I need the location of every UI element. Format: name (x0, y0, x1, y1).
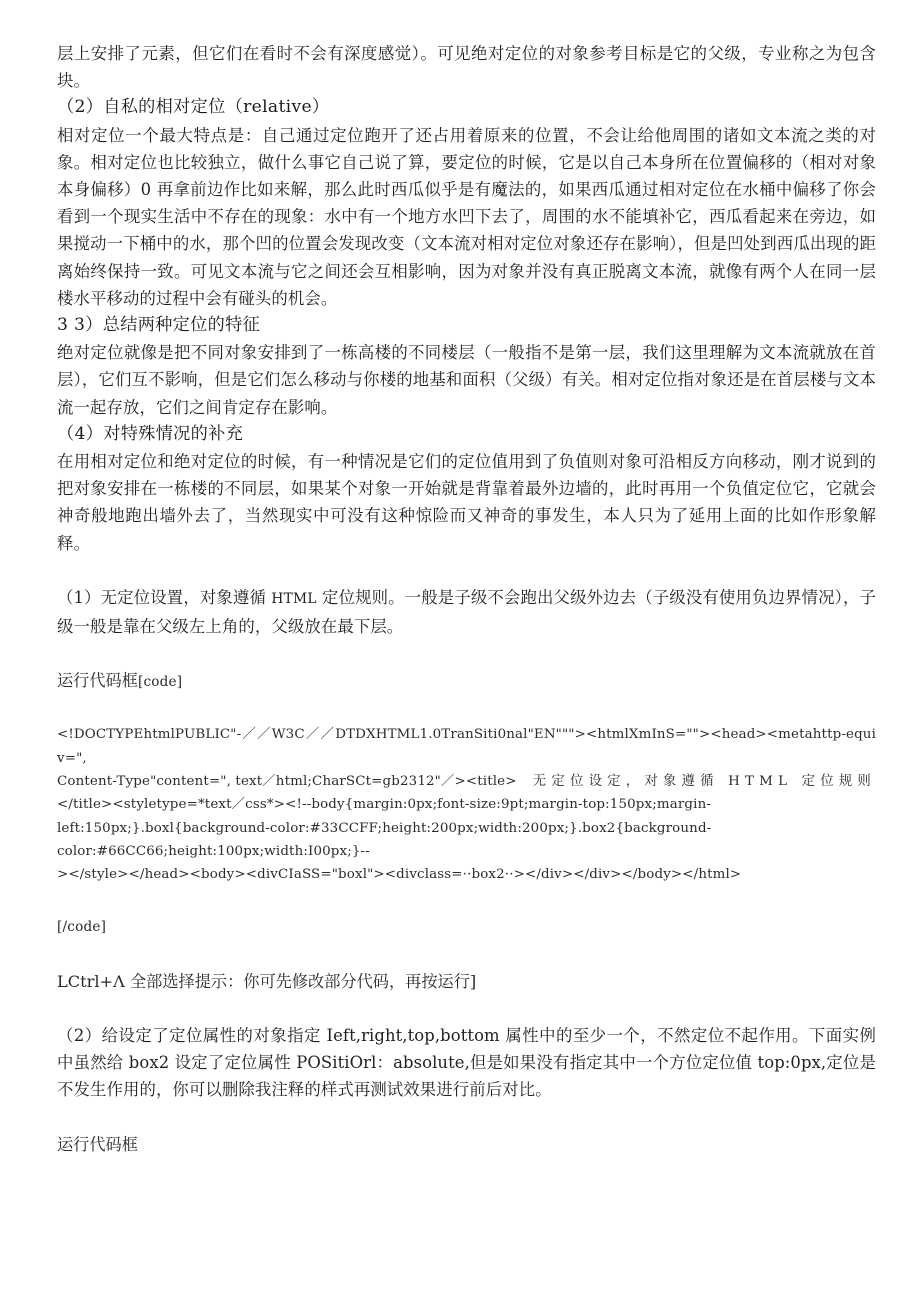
paragraph-relative-positioning: 相对定位一个最大特点是：自己通过定位跑开了还占用着原来的位置，不会让给他周围的诸如文本流之类的对象。相对定位也比较独立，做什么事它自己说了算，要定位的时候，它是以自己本身所在位置偏移的（相对对象本身偏移）0 再拿前边作比如来解，那么此时西瓜似乎是有魔法的，如果西瓜通过相对定位在水桶中偏移了你会看到一个现实生活中不存在的现象：水中有一个地方水凹下去了，周围的水不能填补它，西瓜看起来在旁边，如果搅动一下桶中的水，那个凹的位置会发现改变（文本流对相对定位对象还存在影响），但是凹处到西瓜出现的距离始终保持一致。可见文本流与它之间还会互相影响，因为对象并没有真正脱离文本流，就像有两个人在同一层楼水平移动的过程中会有碰头的机会。 (57, 125, 876, 308)
run-code-box-label-1 (57, 667, 876, 696)
paragraph-summary-two-positioning: 绝对定位就像是把不同对象安排到了一栋高楼的不同楼层（一般指不是第一层，我们这里理解为文本流就放在首层），它们互不影响，但是它们怎么移动与你楼的地基和面积（父级）有关。相对定位指对象还是在首层楼与文本流一起存放，它们之间肯定存在影响。 (57, 343, 876, 417)
code-title-open: Content-Type"content=", text／html;CharSCt=gb2312"／><title> (57, 774, 517, 790)
spacer (57, 696, 876, 723)
document-body (57, 40, 876, 1158)
heading-summary-two-positioning: 3 3）总结两种定位的特征 (57, 315, 261, 336)
heading-special-cases: （4）对特殊情况的补充 (57, 423, 244, 444)
spacer (57, 995, 876, 1022)
code-block (57, 723, 876, 886)
code-line: ></style></head><body><divCIaSS="boxl"><divclass=··box2··></div></div></body></html> (57, 867, 742, 883)
paragraph-continuation: 层上安排了元素，但它们在看时不会有深度感觉）。可见绝对定位的对象参考目标是它的父级，专业称之为包含块。 (57, 44, 876, 91)
spacer (57, 640, 876, 667)
spacer (57, 941, 876, 968)
paragraph-no-positioning-rule (57, 584, 876, 640)
code-close-tag: [/code] (57, 918, 107, 935)
paragraph-suffix: 定位规则。一般是子级不会跑出父级外边去（子级没有使用负边界情况），子级一般是靠在父级左上角的，父级放在最下层。 (57, 587, 876, 637)
code-line-title (57, 770, 876, 793)
code-line: </title><styletype=*text／css*><!--body{margin:0px;font-size:9pt;margin-top:150px;margin- (57, 797, 712, 813)
html-keyword: HTML (271, 590, 317, 607)
run-code-box-text: 运行代码框 (57, 671, 138, 691)
paragraph-prefix: （1）无定位设置，对象遵循 (57, 587, 272, 607)
code-open-tag: [code] (137, 674, 183, 691)
code-title-text: 无定位设定，对象遵循 HTML 定位规则 (532, 774, 876, 790)
code-line: <!DOCTYPEhtmlPUBLIC"-／／W3C／／DTDXHTML1.0TranSiti0nal"EN"""><htmlXmInS=""><head><metahttp-equiv=", (57, 727, 876, 766)
heading-relative-positioning: （2）自私的相对定位（relative） (57, 97, 330, 118)
select-all-hint: LCtrl+Λ 全部选择提示：你可先修改部分代码，再按运行] (57, 971, 477, 991)
spacer (57, 1104, 876, 1131)
paragraph-position-offsets: （2）给设定了定位属性的对象指定 Ieft,right,top,bottom 属性中的至少一个，不然定位不起作用。下面实例中虽然给 box2 设定了定位属性 POSitiOrl：absolute,但是如果没有指定其中一个方位定位值 top:0px,定位是不发生作用的，你可以删除我注释的样式再测试效果进行前后对比。 (57, 1025, 876, 1100)
run-code-box-label-2: 运行代码框 (57, 1134, 138, 1154)
spacer (57, 557, 876, 584)
code-line: color:#66CC66;height:100px;width:I00px;}-- (57, 843, 370, 859)
code-line: left:150px;}.boxl{background-color:#33CCFF;height:200px;width:200px;}.box2{background- (57, 820, 712, 836)
paragraph-special-cases: 在用相对定位和绝对定位的时候，有一种情况是它们的定位值用到了负值则对象可沿相反方向移动，刚才说到的把对象安排在一栋楼的不同层，如果某个对象一开始就是背靠着最外边墙的，此时再用一个负值定位它，它就会神奇般地跑出墙外去了，当然现实中可没有这种惊险而又神奇的事发生，本人只为了延用上面的比如作形象解释。 (57, 452, 876, 553)
spacer (57, 887, 876, 914)
